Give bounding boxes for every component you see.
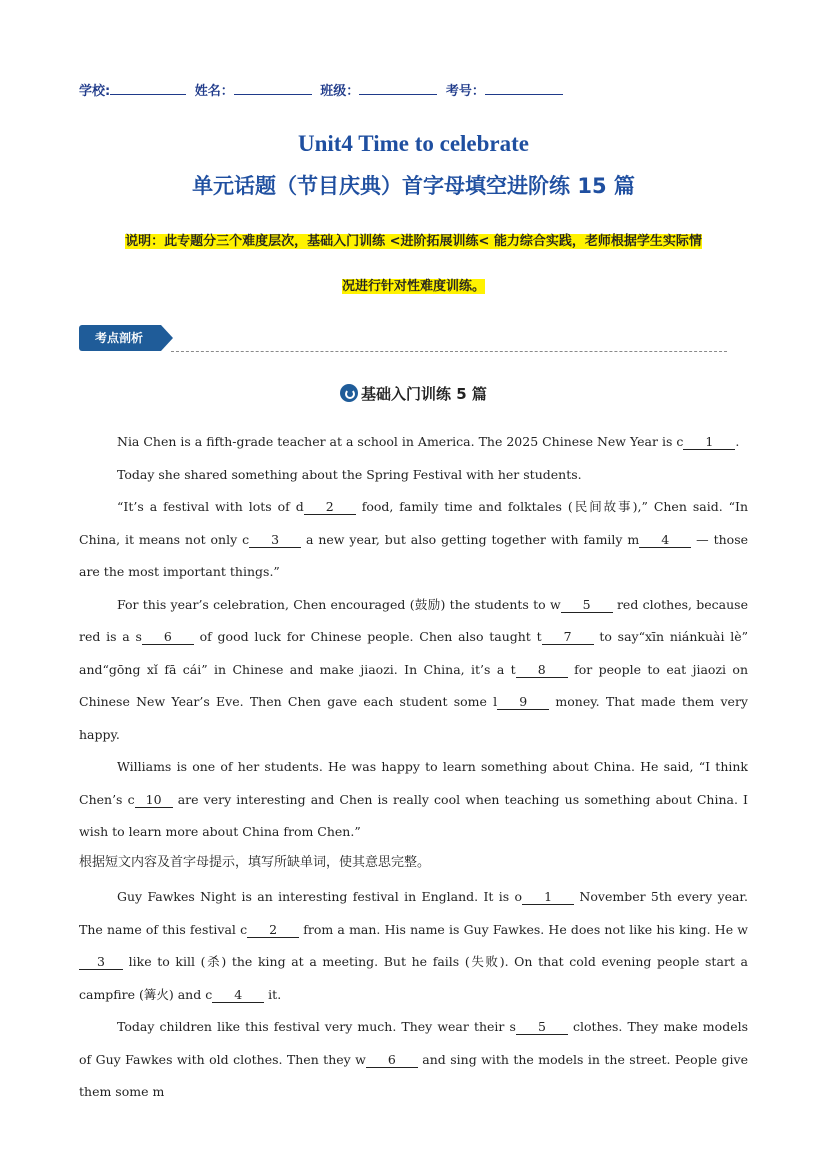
class-label: 班级：: [320, 84, 360, 99]
name-blank[interactable]: [234, 82, 312, 95]
paragraph: Guy Fawkes Night is an interesting festival in England. It is o 1 November 5th every year. The name of this festival c 2 from a man. His name is Guy Fawkes. He does not like his king. He w3 like to kill (杀) the king at a meeting. But he fails (失败). On that cold evening people start a campfire (篝火) and c 4 it.: [79, 889, 749, 1002]
paragraph: “It’s a festival with lots of d 2 food, family time and folktales (民间故事),” Chen said. “In China, it means not only c 3 a new year, but also getting together with family m 4 — those are the most important things.”: [79, 499, 749, 579]
name-label: 姓名：: [194, 84, 234, 99]
paragraph: Williams is one of her students. He was happy to learn something about China. He said, “I think Chen’s c 10 are very interesting and Chen is really cool when teaching us something about China. I wish to learn more about China from Chen.”: [79, 759, 748, 839]
paragraph: Nia Chen is a fifth-grade teacher at a school in America. The 2025 Chinese New Year is c 1 .: [117, 434, 740, 449]
class-blank[interactable]: [359, 82, 437, 95]
unit-subtitle: 单元话题（节目庆典）首字母填空进阶练 15 篇: [192, 174, 635, 198]
blank-2[interactable]: 2: [304, 500, 356, 515]
blank-6[interactable]: 6: [366, 1053, 418, 1068]
paragraph: For this year’s celebration, Chen encouraged (鼓励) the students to w 5 red clothes, because red is a s 6 of good luck for Chinese people. Chen also taught t 7 to say“xīn niánkuài lè” and“gōng xǐ fā cái” in Chinese and make jiaozi. In China, it’s a t 8 for people to eat jiaozi on Chinese New Year’s Eve. Then Chen gave each student some l 9 money. That made them very happy.: [79, 596, 748, 742]
exam-no-blank[interactable]: [485, 82, 563, 95]
blank-6[interactable]: 6: [142, 630, 194, 645]
passage-1: [79, 426, 748, 849]
section-heading-text: 基础入门训练 5 篇: [361, 385, 487, 403]
section-heading: [0, 383, 827, 404]
student-info-header: [79, 80, 563, 99]
blank-2[interactable]: 2: [247, 923, 299, 938]
blank-4[interactable]: 4: [212, 988, 264, 1003]
blank-10[interactable]: 10: [135, 793, 173, 808]
unit-title: Unit4 Time to celebrate: [297, 131, 529, 156]
blank-9[interactable]: 9: [497, 695, 549, 710]
blank-3[interactable]: 3: [249, 533, 301, 548]
note-line-2: 况进行针对性难度训练。: [341, 279, 485, 294]
passage-2: [79, 881, 748, 1109]
dashed-divider: [171, 351, 727, 352]
section-tab-arrow: [161, 325, 173, 351]
blank-5[interactable]: 5: [516, 1020, 568, 1035]
blank-3[interactable]: 3: [79, 955, 123, 970]
exercise-instruction: 根据短文内容及首字母提示，填写所缺单词，使其意思完整。: [79, 855, 431, 870]
blank-7[interactable]: 7: [542, 630, 594, 645]
paragraph: Today children like this festival very much. They wear their s 5 clothes. They make models of Guy Fawkes with old clothes. Then they w 6 and sing with the models in the street. People give them some m: [79, 1019, 749, 1099]
paragraph: Today she shared something about the Spring Festival with her students.: [117, 466, 582, 482]
blank-1[interactable]: 1: [683, 435, 735, 450]
refresh-circle-icon: [340, 384, 358, 402]
blank-4[interactable]: 4: [639, 533, 691, 548]
note-line-1: 说明：此专题分三个难度层次，基础入门训练 <进阶拓展训练< 能力综合实践，老师根据学生实际情: [125, 234, 702, 249]
school-label: 学校:: [79, 84, 111, 99]
blank-5[interactable]: 5: [561, 598, 613, 613]
blank-1[interactable]: 1: [522, 890, 574, 905]
school-blank[interactable]: [110, 82, 186, 95]
instruction-note: [79, 219, 748, 309]
exam-no-label: 考号：: [445, 84, 485, 99]
section-tab-label: 考点剖析: [79, 325, 161, 351]
blank-8[interactable]: 8: [516, 663, 568, 678]
section-tab: [79, 325, 171, 352]
